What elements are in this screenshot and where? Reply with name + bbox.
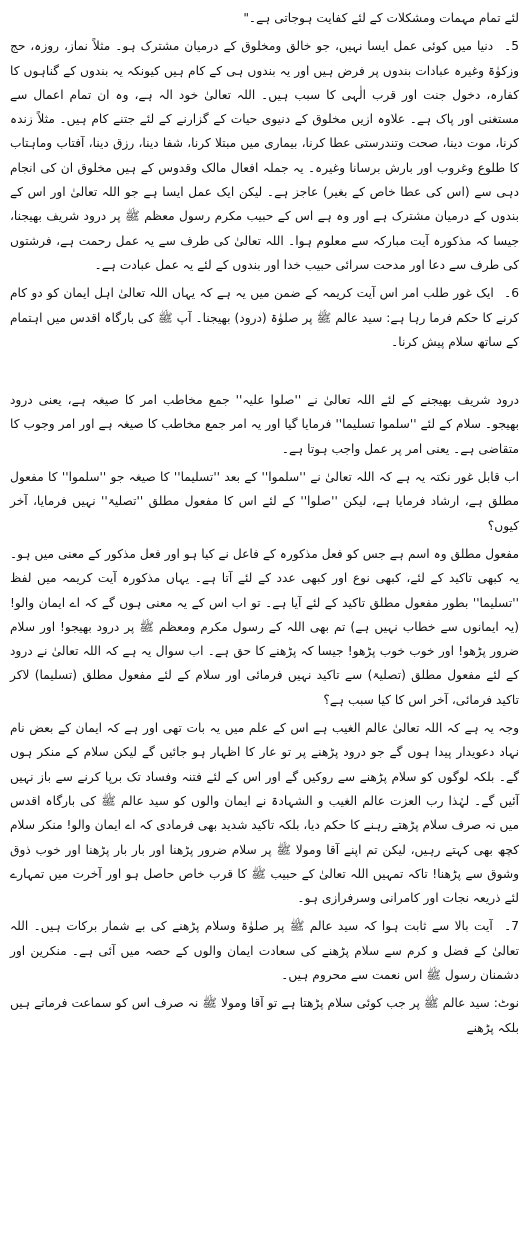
body-paragraph-question: اب قابل غور نکتہ یہ ہے کہ اللہ تعالیٰ نے ''سلموا'' کے بعد ''تسلیما'' کا صیغہ جو ''سلموا'' کا مفعول مطلق ہے، ارشاد فرمایا ہے، لیکن ''صلوا'' کے لئے اس کا مفعول مطلق ''تصلیۃ'' نہیں فرمایا، آخر کیوں؟ <box>10 470 519 533</box>
body-paragraph-durood: درود شریف بھیجنے کے لئے اللہ تعالیٰ نے ''صلوا علیہ'' جمع مخاطب امر کا صیغہ ہے، یعنی درود بھیجو۔ سلام کے لئے ''سلموا تسلیما'' فرمایا گیا اور یہ امر جمع مخاطب کا صیغہ ہے اور امر وجوب کا متقاضی ہے۔ یعنی امر پر عمل واجب ہوتا ہے۔ <box>10 393 519 456</box>
paragraph-7 <box>10 914 519 987</box>
paragraph-text: دنیا میں کوئی عمل ایسا نہیں، جو خالق ومخلوق کے درمیان مشترک ہو۔ مثلاً نماز، روزہ، حج وزکوٰۃ وغیرہ عبادات بندوں پر فرض ہیں اور یہ بندوں ہی کے کام ہیں کیونکہ یہ بندوں کے گناہوں کا کفارہ، دخول جنت اور قرب الٰہی کا سبب ہیں۔ اللہ تعالیٰ خود الہ ہے، وہ ان تمام اعمال سے مستغنی اور پاک ہے۔ علاوہ ازیں مخلوق کے دنیوی حیات کے گزارنے کے لئے جتنے کام ہیں۔ مثلاً زندہ کرنا، موت دینا، صحت وتندرستی عطا کرنا، بیماری میں مبتلا کرنا، شفا دینا، رزق دینا، آفتاب وماہتاب کا طلوع وغروب اور بارش برسانا وغیرہ۔ یہ جملہ افعال مالک وقدوس کے ہیں مخلوق ان کی انجام دہی سے (اس کی عطا خاص کے بغیر) عاجز ہے۔ لیکن ایک عمل ایسا ہے جو اللہ تعالیٰ اور اس کے بندوں کے درمیان مشترک ہے اور وہ ہے اس کے حبیب مکرم رسول معظم ﷺ پر درود شریف بھیجنا، جیسا کہ مذکورہ آیت مبارکہ سے معلوم ہوا۔ اللہ تعالیٰ کی طرف سے یہ عمل رحمت ہے، فرشتوں کی طرف سے دعا اور مدحت سرائی حبیب خدا اور بندوں کے لئے یہ عمل عبادت ہے۔ <box>10 39 519 272</box>
body-paragraph-maful-mutlaq: مفعول مطلق وہ اسم ہے جس کو فعل مذکورہ کے فاعل نے کیا ہو اور فعل مذکور کے معنی میں ہو۔ یہ کبھی تاکید کے لئے، کبھی نوع اور کبھی عدد کے لئے آتا ہے۔ یہاں مذکورہ آیت کریمہ میں لفظ ''تسلیما'' بطور مفعول مطلق تاکید کے لئے آیا ہے۔ تو اب اس کے یہ معنی ہوں گے کہ اے ایمان والو! (یہ ایمانوں سے خطاب نہیں ہے) تم بھی اللہ کے رسول مکرم ومعظم ﷺ پر درود بھیجو! اور سلام ضرور پڑھو! اور خوب خوب پڑھو! جیسا کہ پڑھنے کا حق ہے۔ اب سوال یہ ہے کہ اللہ تعالیٰ نے درود کے لئے مفعول مطلق (تصلیۃ) سے تاکید نہیں فرمائی اور سلام کے لئے مفعول مطلق (تسلیما) لاکر تاکید فرمائی، آخر اس کا کیا سبب ہے؟ <box>10 546 519 707</box>
body-paragraph-reason: وجہ یہ ہے کہ اللہ تعالیٰ عالم الغیب ہے اس کے علم میں یہ بات تھی اور ہے کہ ایمان کے بعض نام نہاد دعویدار پیدا ہوں گے جو درود پڑھنے پر تو عار کا اظہار ہو جائیں گے لیکن سلام کے منکر ہوں گے۔ بلکہ لوگوں کو سلام پڑھنے سے روکیں گے اور اس کے لئے فتنہ وفساد تک برپا کرنے سے باز نہیں آئیں گے۔ لہٰذا رب العزت عالم الغیب و الشہادۃ نے ایمان والوں کو سید عالم ﷺ کی بارگاہ اقدس میں نہ صرف سلام پڑھتے رہنے کا حکم دیا، بلکہ تاکید شدید بھی فرمادی کہ اے ایمان والو! منکر سلام کچھ بھی کہتے رہیں، لیکن تم اپنے آقا ومولا ﷺ پر سلام ضرور پڑھنا اور بار بار پڑھنا اور خوب ذوق وشوق سے پڑھنا! تاکہ تمہیں اللہ تعالیٰ کے حبیب ﷺ کا قرب خاص حاصل ہو اور آخرت میں تمہارے لئے ذریعہ نجات اور کامرانی وسرفرازی ہو۔ <box>10 721 519 906</box>
paragraph-number: 6۔ <box>504 286 519 301</box>
paragraph-text: ایک غور طلب امر اس آیت کریمہ کے ضمن میں یہ ہے کہ یہاں اللہ تعالیٰ اہل ایمان کو دو کام کرنے کا حکم فرما رہا ہے: سید عالم ﷺ پر صلوٰۃ (درود) بھیجنا۔ آپ ﷺ کی بارگاہ اقدس میں اہتمام کے ساتھ سلام پیش کرنا۔ <box>10 286 519 349</box>
paragraph-number: 5۔ <box>504 39 519 54</box>
paragraph-number: 7۔ <box>504 919 520 934</box>
paragraph-5 <box>10 34 519 277</box>
note-line: نوٹ: سید عالم ﷺ پر جب کوئی سلام پڑھتا ہے تو آقا ومولا ﷺ نہ صرف اس کو سماعت فرماتے ہیں بلکہ پڑھنے <box>10 996 519 1035</box>
intro-line: لئے تمام مہمات ومشکلات کے لئے کفایت ہوجاتی ہے۔" <box>243 11 519 25</box>
paragraph-text: آیت بالا سے ثابت ہوا کہ سید عالم ﷺ پر صلوٰۃ وسلام پڑھنے کی بے شمار برکات ہیں۔ اللہ تعالیٰ کے فضل و کرم سے سلام پڑھنے کی سعادت ایمان والوں کے حصہ میں آئی ہے۔ منکرین اور دشمنان رسول ﷺ اس نعمت سے محروم ہیں۔ <box>10 919 519 982</box>
paragraph-6 <box>10 281 519 354</box>
